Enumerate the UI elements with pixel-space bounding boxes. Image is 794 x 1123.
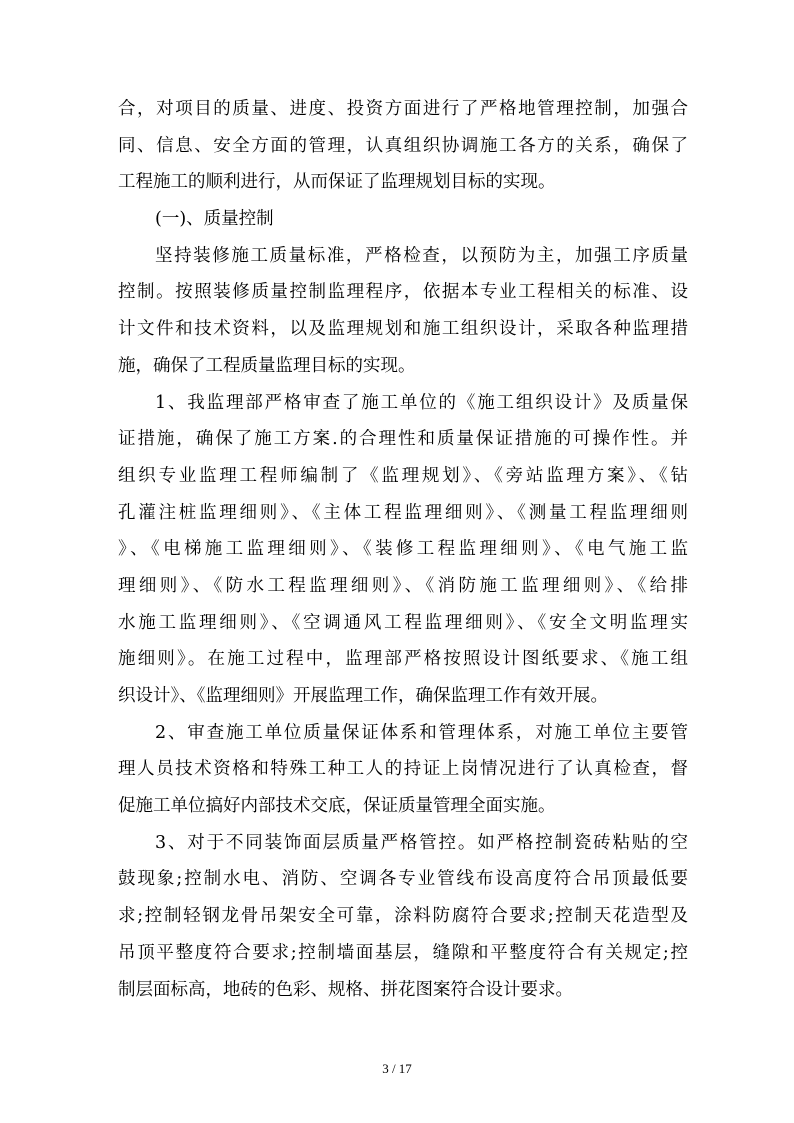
text-line: 坚持装修施工质量标准，严格检查，以预防为主，加强工序质量 [155,245,688,266]
text-line: 织设计》、《监理细则》开展监理工作，确保监理工作有效开展。 [118,686,608,706]
text-line: 工程施工的顺利进行，从而保证了监理规划目标的实现。 [118,172,556,193]
text-line: 制层面标高，地砖的色彩、规格、拼花图案符合设计要求。 [118,979,573,1000]
text-line: 吊顶平整度符合要求;控制墙面基层，缝隙和平整度符合有关规定;控 [118,942,688,963]
section-heading: (一)、质量控制 [155,209,274,230]
text-line: 证措施，确保了施工方案.的合理性和质量保证措施的可操作性。并 [118,429,688,450]
text-line: 3、对于不同装饰面层质量严格管控。如严格控制瓷砖粘贴的空 [155,832,688,853]
text-line: 2、审查施工单位质量保证体系和管理体系，对施工单位主要管 [155,722,688,743]
text-line: 同、信息、安全方面的管理，认真组织协调施工各方的关系，确保了 [118,135,688,156]
text-line: 孔灌注桩监理细则》、《主体工程监理细则》、《测量工程监理细则 [118,502,688,523]
text-line: 计文件和技术资料，以及监理规划和施工组织设计，采取各种监理措 [118,319,688,340]
text-line: 施细则》。在施工过程中，监理部严格按照设计图纸要求、《施工组 [118,649,688,670]
text-line: 合，对项目的质量、进度、投资方面进行了严格地管理控制，加强合 [118,99,688,119]
text-line: 水施工监理细则》、《空调通风工程监理细则》、《安全文明监理实 [118,612,688,633]
text-line: 理细则》、《防水工程监理细则》、《消防施工监理细则》、《给排 [118,575,688,596]
text-line: 求;控制轻钢龙骨吊架安全可靠，涂料防腐符合要求;控制天花造型及 [118,906,688,927]
text-line: 促施工单位搞好内部技术交底，保证质量管理全面实施。 [118,796,556,817]
text-line: 控制。按照装修质量控制监理程序，依据本专业工程相关的标准、设 [118,282,688,303]
text-line: 理人员技术资格和特殊工种工人的持证上岗情况进行了认真检查，督 [118,759,688,780]
text-line: 组织专业监理工程师编制了《监理规划》、《旁站监理方案》、《钻 [118,465,688,486]
body-text [118,91,688,1008]
text-line: 施，确保了工程质量监理目标的实现。 [118,355,416,376]
text-line: 鼓现象;控制水电、消防、空调各专业管线布设高度符合吊顶最低要 [118,869,688,890]
page-number: 3 / 17 [382,1061,412,1076]
text-line: 1、我监理部严格审查了施工单位的《施工组织设计》及质量保 [155,392,688,413]
text-line: 》、《电梯施工监理细则》、《装修工程监理细则》、《电气施工监 [118,539,688,560]
